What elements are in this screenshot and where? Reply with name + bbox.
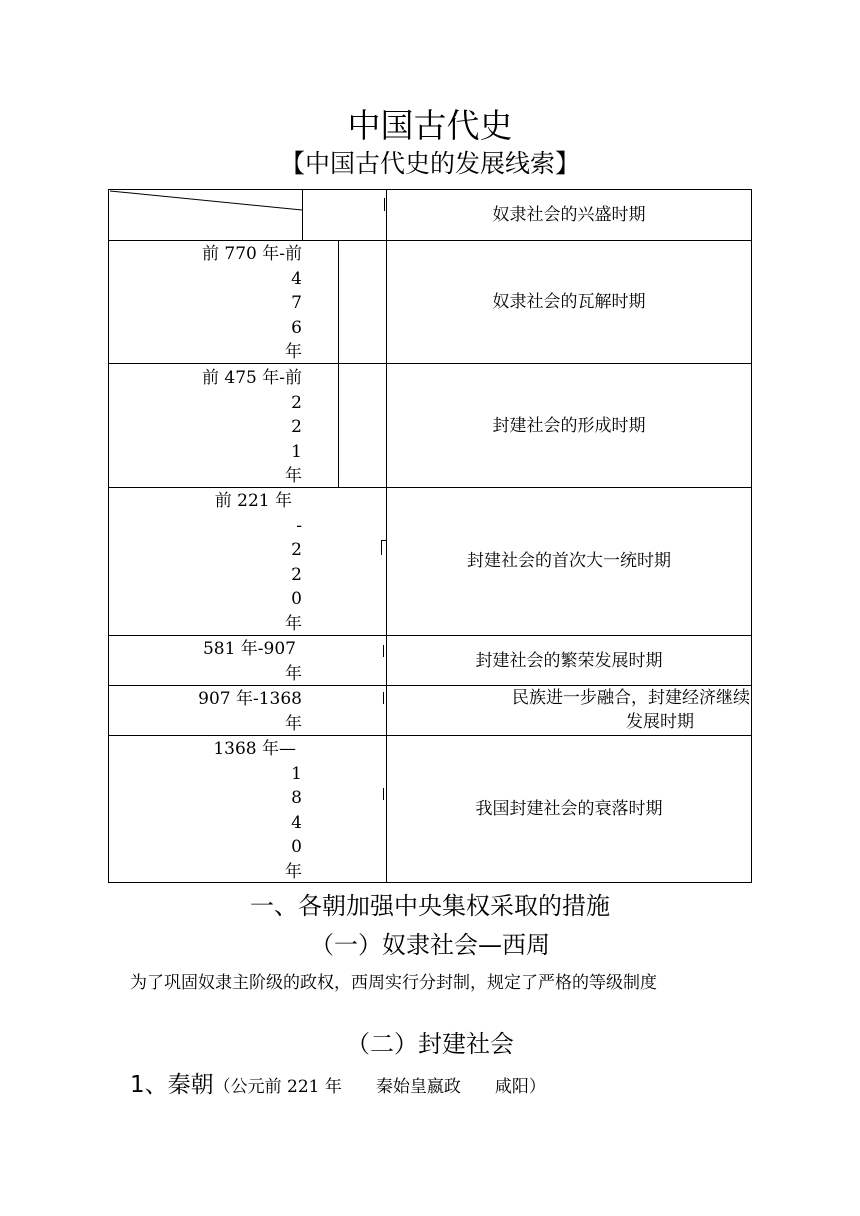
page-subtitle: 【中国古代史的发展线索】 [279, 149, 580, 178]
row-7-description: 我国封建社会的衰落时期 [475, 799, 663, 819]
row-2-description: 奴隶社会的瓦解时期 [492, 292, 646, 312]
row-3-description: 封建社会的形成时期 [492, 416, 646, 436]
header-diagonal-line [108, 189, 303, 213]
row-2-period: 前 770 年-前 4 7 6 年 [202, 244, 302, 362]
row-5-description: 封建社会的繁荣发展时期 [475, 651, 663, 671]
row-7-period: 1368 年— 1 8 4 0 年 [213, 739, 302, 882]
row-5-period: 581 年-907 年 [202, 639, 302, 684]
qin-dynasty-line [130, 1068, 546, 1104]
row-6-description: 民族进一步融合，封建经济继续 发展时期 [512, 688, 750, 732]
section-heading-1: 一、各朝加强中央集权采取的措施 [250, 892, 610, 920]
row-4-description: 封建社会的首次大一统时期 [467, 551, 671, 571]
row-3-period: 前 475 年-前 2 2 1 年 [202, 368, 302, 486]
row-4-period: 前 221 年 - 2 2 0 年 [214, 491, 302, 634]
qin-heading: 1、秦朝 [130, 1072, 214, 1098]
row-1-description: 奴隶社会的兴盛时期 [492, 205, 646, 225]
paragraph-western-zhou: 为了巩固奴隶主阶级的政权，西周实行分封制，规定了严格的等级制度 [130, 973, 657, 993]
row-6-period: 907 年-1368 年 [198, 689, 302, 734]
section-subheading-feudal-society: （二）封建社会 [346, 1030, 514, 1058]
section-subheading-slave-society: （一）奴隶社会—西周 [310, 931, 550, 959]
qin-detail: （公元前 221 年 秦始皇嬴政 咸阳） [213, 1077, 546, 1097]
page-title: 中国古代史 [347, 106, 513, 145]
